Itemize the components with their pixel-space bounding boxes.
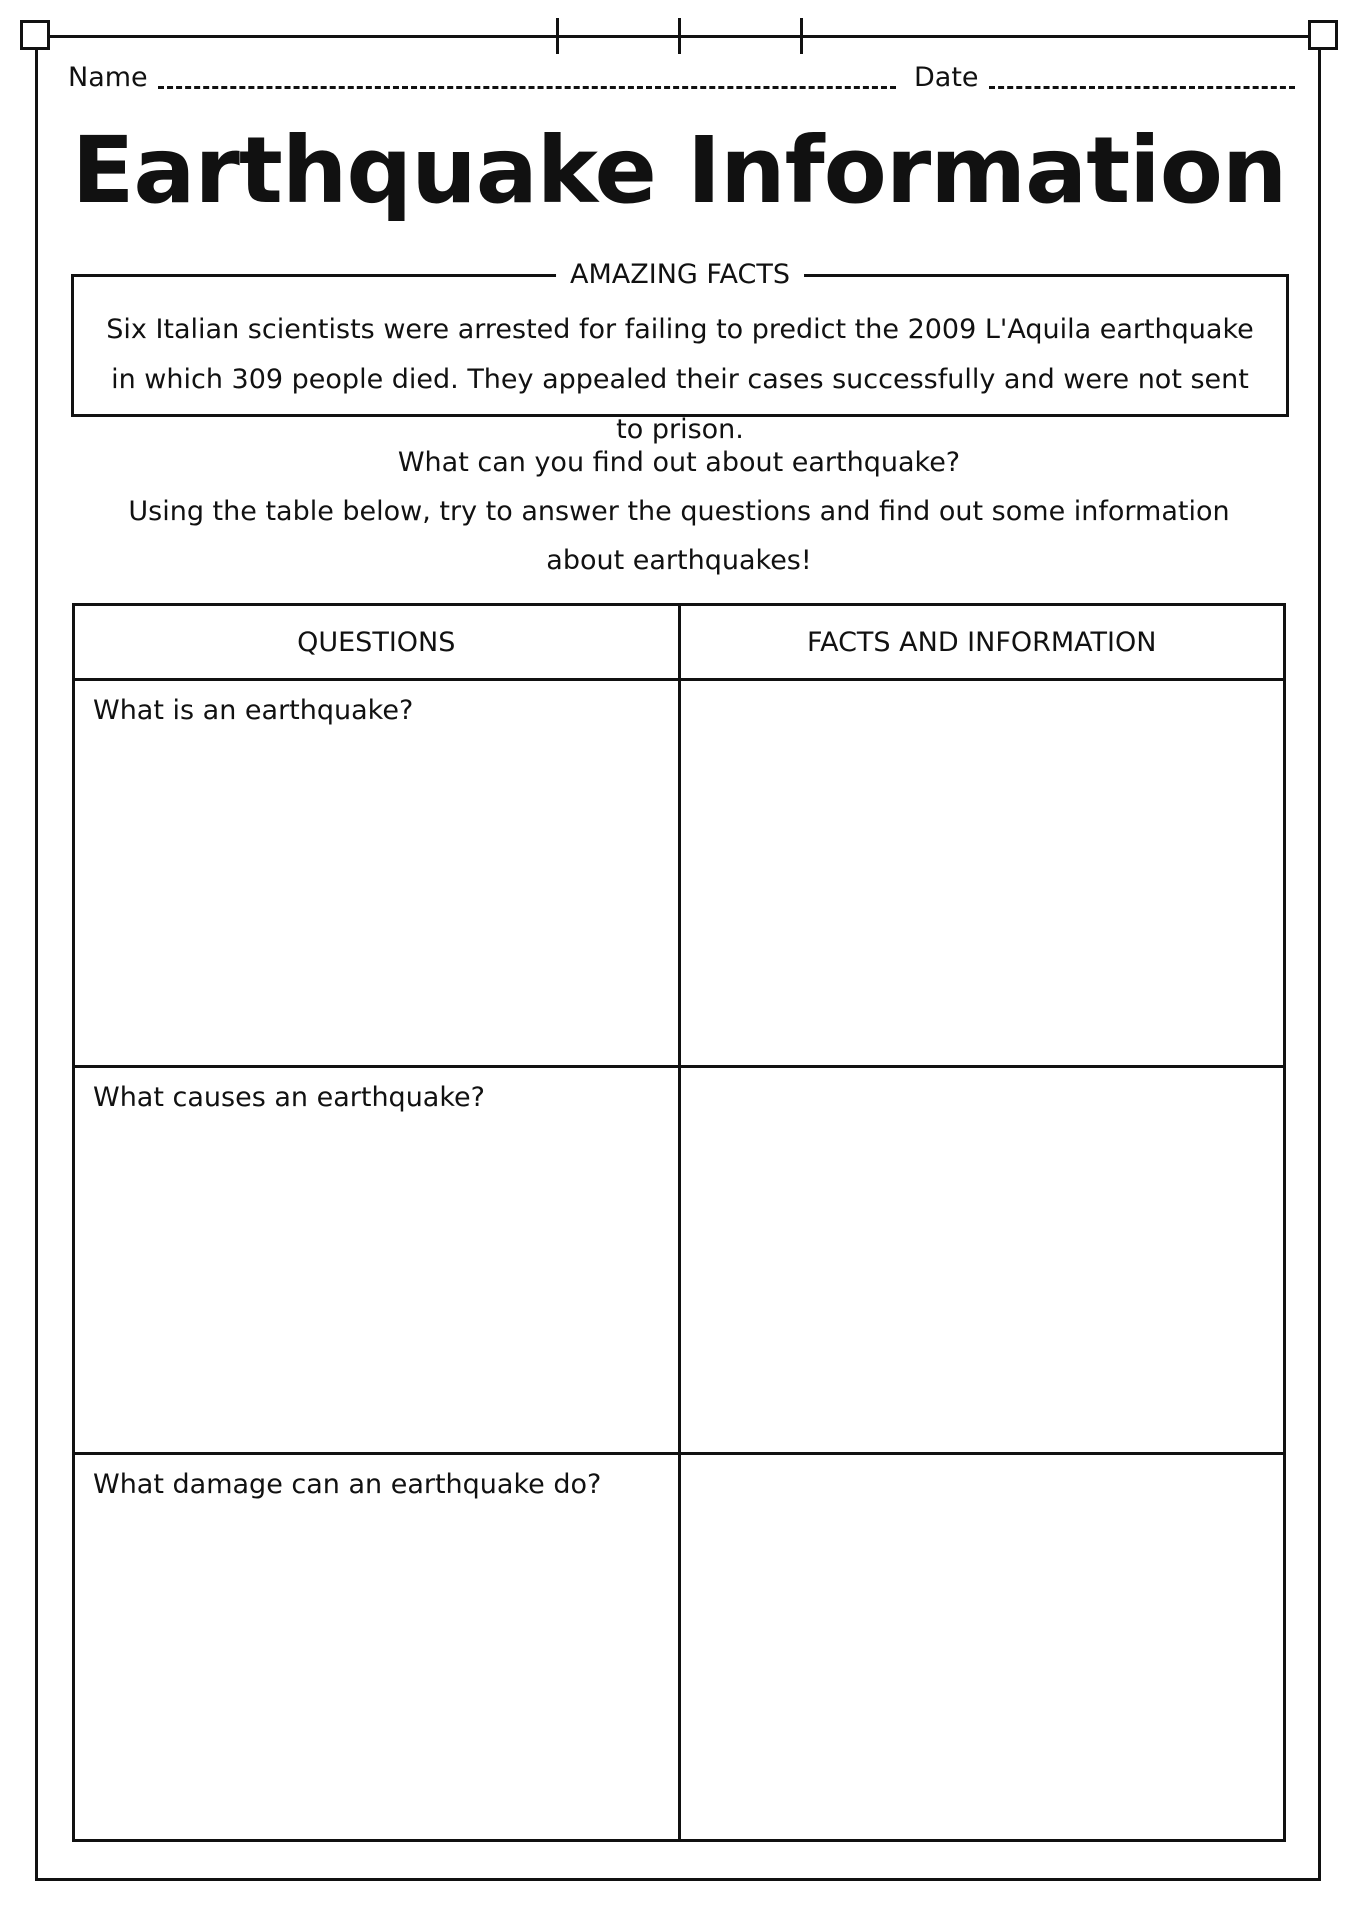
answer-cell[interactable] <box>679 1454 1285 1841</box>
questions-table <box>72 603 1286 1842</box>
answer-area[interactable] <box>681 681 1284 1065</box>
answer-cell[interactable] <box>679 680 1285 1067</box>
corner-box-right <box>1308 20 1338 50</box>
table-row <box>74 680 1285 1067</box>
instructions-line-1: What can you find out about earthquake? <box>397 447 961 478</box>
answer-area[interactable] <box>681 1068 1284 1452</box>
table-row <box>74 1454 1285 1841</box>
instructions-line-3: about earthquakes! <box>546 545 812 576</box>
instructions-line-2: Using the table below, try to answer the questions and find out some information <box>128 496 1230 527</box>
question-cell <box>74 1454 680 1841</box>
top-tick-1 <box>556 18 559 54</box>
instructions <box>120 438 1238 585</box>
name-label: Name <box>68 62 148 93</box>
header-facts: FACTS AND INFORMATION <box>679 605 1285 680</box>
top-tick-2 <box>678 18 681 54</box>
name-date-row <box>68 62 1290 102</box>
amazing-facts-text: Six Italian scientists were arrested for failing to predict the 2009 L'Aquila earthquake in which 309 people died. They appealed their cases successfully and were not sent to prison. <box>106 314 1254 445</box>
header-questions: QUESTIONS <box>74 605 680 680</box>
top-tick-3 <box>800 18 803 54</box>
table-header-row <box>74 605 1285 680</box>
name-field[interactable] <box>68 62 896 93</box>
corner-box-left <box>20 20 50 50</box>
question-text: What damage can an earthquake do? <box>93 1469 602 1500</box>
answer-area[interactable] <box>681 1455 1284 1839</box>
table-row <box>74 1067 1285 1454</box>
amazing-facts-heading: AMAZING FACTS <box>556 259 804 290</box>
question-cell <box>74 1067 680 1454</box>
answer-cell[interactable] <box>679 1067 1285 1454</box>
question-text: What causes an earthquake? <box>93 1082 485 1113</box>
question-cell <box>74 680 680 1067</box>
date-line[interactable] <box>989 86 1295 89</box>
name-line[interactable] <box>158 86 896 89</box>
date-label: Date <box>914 62 979 93</box>
date-field[interactable] <box>914 62 1295 93</box>
question-text: What is an earthquake? <box>93 695 414 726</box>
amazing-facts-box <box>71 259 1289 445</box>
page-title: Earthquake Information <box>71 117 1287 224</box>
